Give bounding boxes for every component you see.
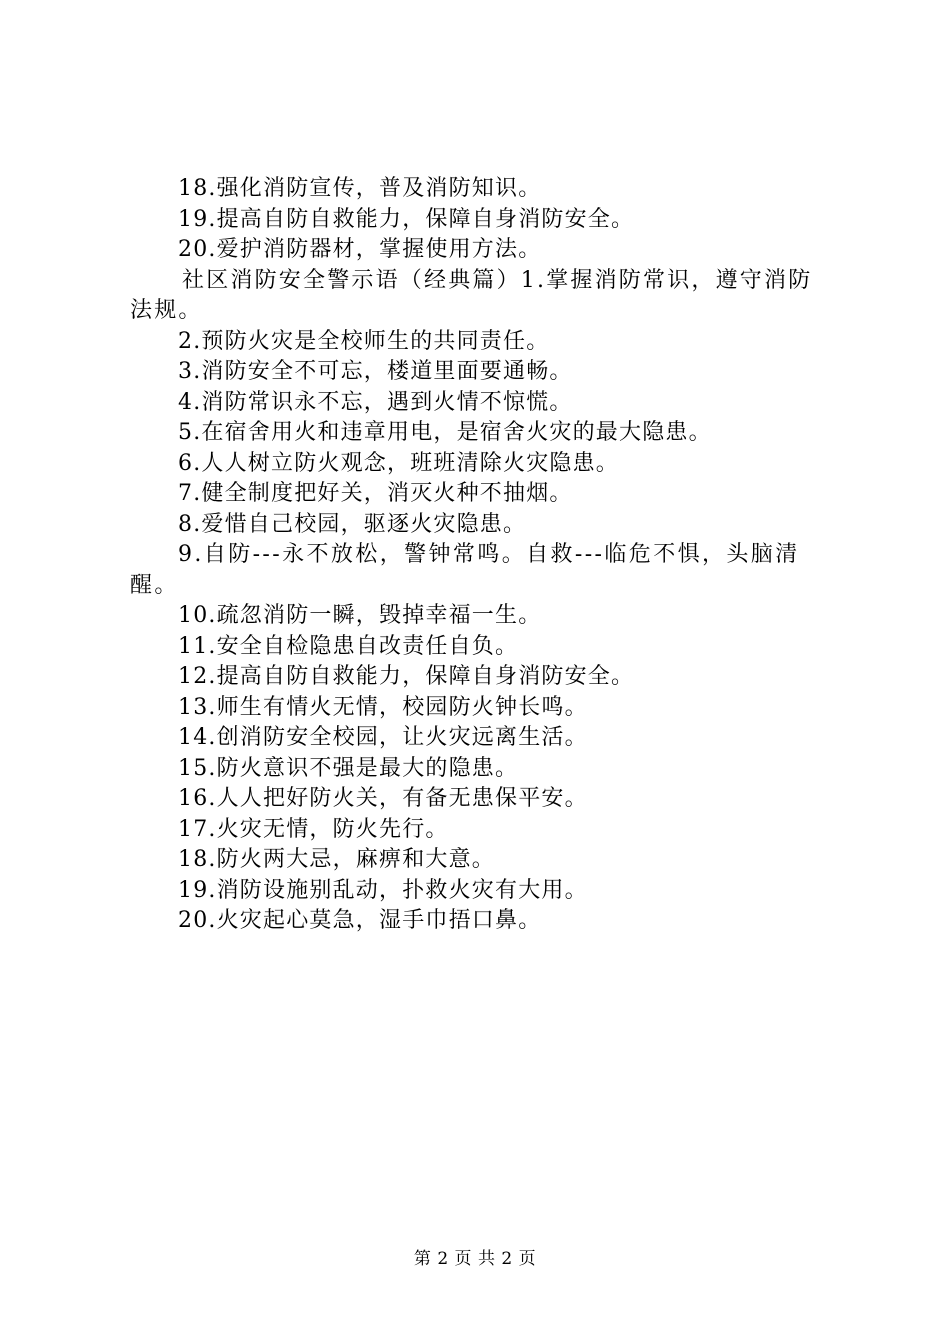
document-body <box>130 174 830 937</box>
slogan-line: 14.创消防安全校园，让火灾远离生活。 <box>178 725 588 750</box>
slogan-line: 19.消防设施别乱动，扑救火灾有大用。 <box>178 877 588 903</box>
slogan-line: 9.自防---永不放松，警钟常鸣。自救---临危不惧，头脑清醒。 <box>130 542 800 598</box>
slogan-line: 7.健全制度把好关，消灭火种不抽烟。 <box>178 481 573 506</box>
slogan-line: 19.提高自防自救能力，保障自身消防安全。 <box>178 206 635 232</box>
slogan-line: 18.强化消防宣传，普及消防知识。 <box>178 176 542 201</box>
slogan-line: 18.防火两大忌，麻痹和大意。 <box>178 847 495 872</box>
slogan-line: 20.火灾起心莫急，湿手巾捂口鼻。 <box>178 908 542 933</box>
slogan-line: 5.在宿舍用火和违章用电，是宿舍火灾的最大隐患。 <box>178 420 712 445</box>
slogan-line: 3.消防安全不可忘，楼道里面要通畅。 <box>178 359 573 384</box>
slogan-line: 20.爱护消防器材，掌握使用方法。 <box>178 237 542 262</box>
slogan-line: 12.提高自防自救能力，保障自身消防安全。 <box>178 664 635 689</box>
slogan-line: 17.火灾无情，防火先行。 <box>178 816 449 842</box>
slogan-line: 16.人人把好防火关，有备无患保平安。 <box>178 786 588 811</box>
page-number-footer: 第 2 页 共 2 页 <box>413 1249 537 1269</box>
slogan-line: 13.师生有情火无情，校园防火钟长鸣。 <box>178 694 588 720</box>
slogan-line: 10.疏忽消防一瞬，毁掉幸福一生。 <box>178 603 542 628</box>
slogan-line: 11.安全自检隐患自改责任自负。 <box>178 633 519 659</box>
section-heading-line: 社区消防安全警示语（经典篇）1.掌握消防常识，遵守消防法规。 <box>130 267 813 323</box>
slogan-line: 8.爱惜自己校园，驱逐火灾隐患。 <box>178 511 527 537</box>
slogan-line: 2.预防火灾是全校师生的共同责任。 <box>178 328 550 354</box>
slogan-line: 15.防火意识不强是最大的隐患。 <box>178 755 519 781</box>
slogan-line: 4.消防常识永不忘，遇到火情不惊慌。 <box>178 389 573 415</box>
slogan-line: 6.人人树立防火观念，班班清除火灾隐患。 <box>178 450 619 476</box>
